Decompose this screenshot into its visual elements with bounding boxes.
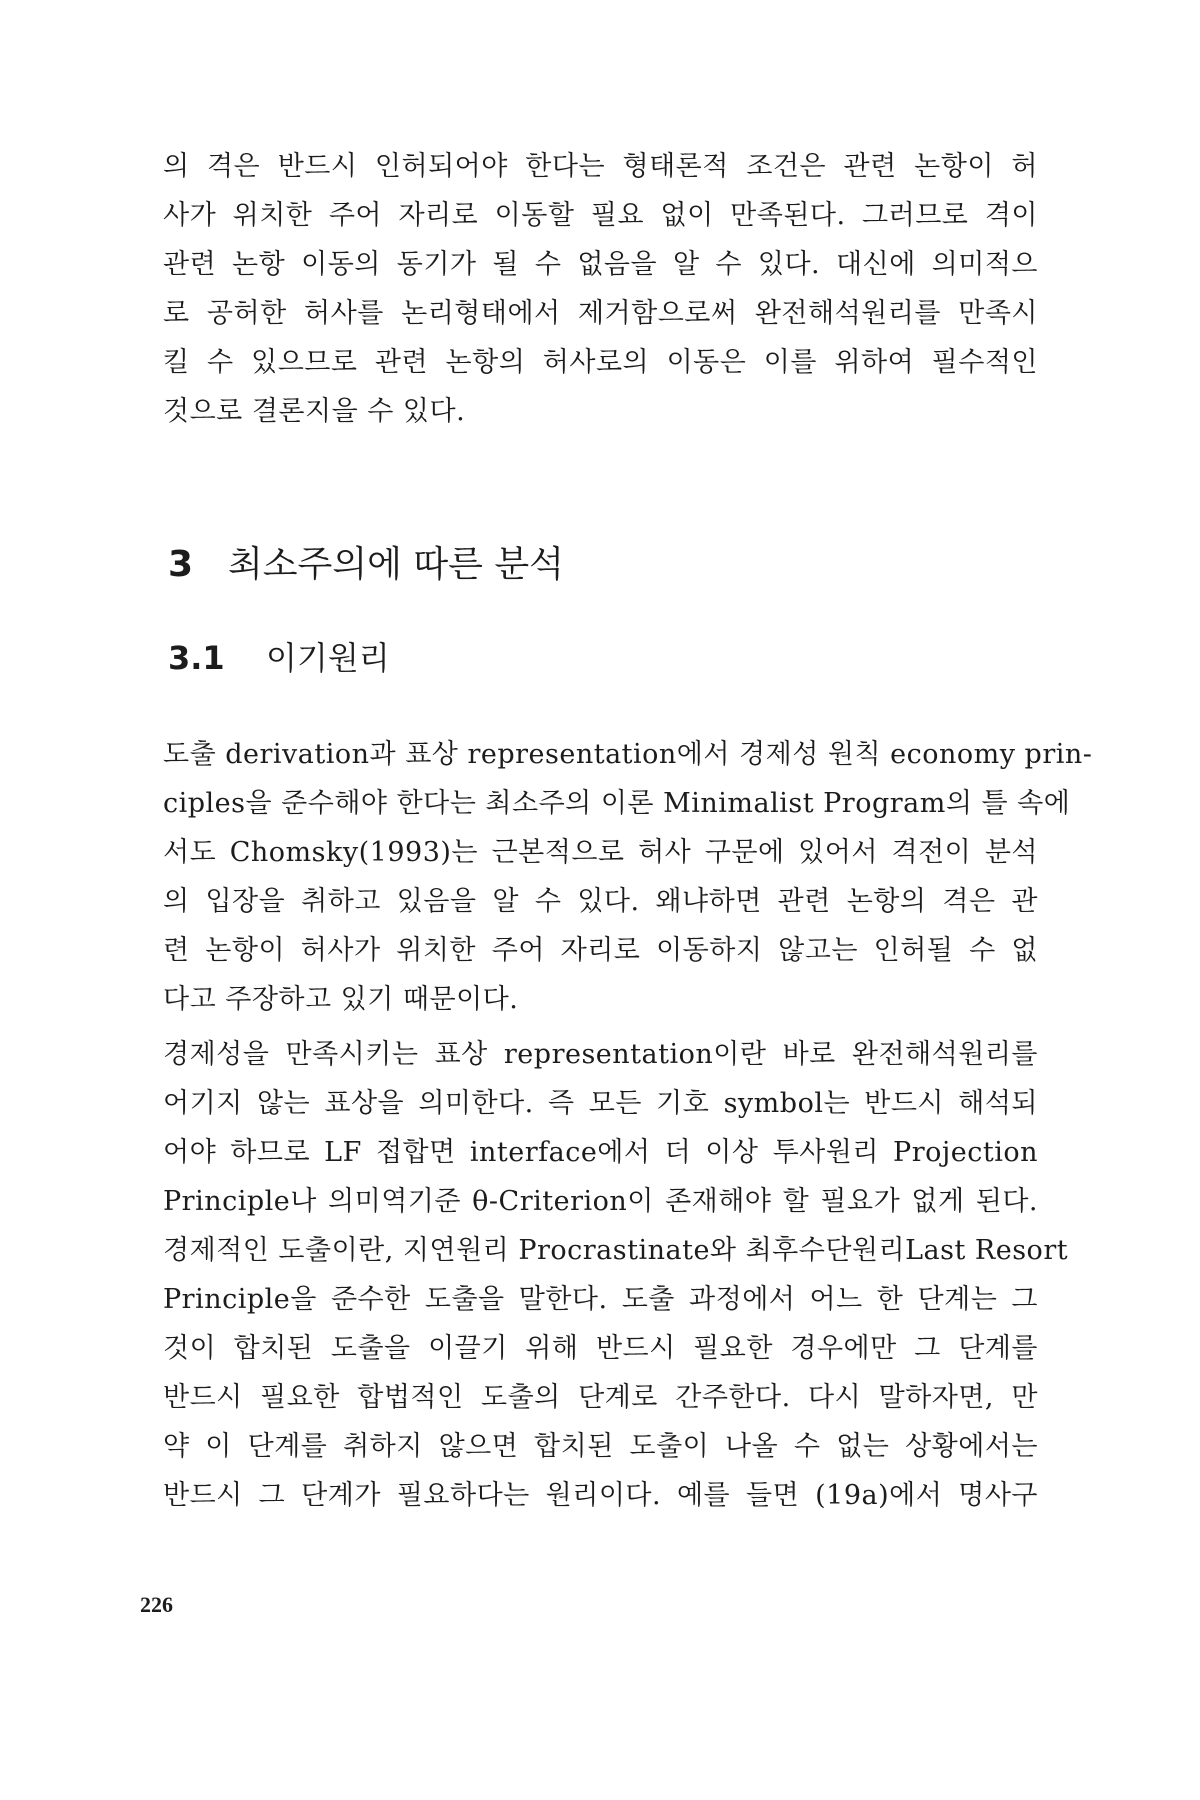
text-line: 의 입장을 취하고 있음을 알 수 있다. 왜냐하면 관련 논항의 격은 관 — [163, 886, 1038, 917]
text-line: 의 격은 반드시 인허되어야 한다는 형태론적 조건은 관련 논항이 허 — [163, 151, 1038, 182]
text-line: ciples을 준수해야 한다는 최소주의 이론 Minimalist Program의 틀 속에 — [163, 788, 1071, 819]
text-line: 경제성을 만족시키는 표상 representation이란 바로 완전해석원리를 — [163, 1039, 1038, 1070]
text-line: 사가 위치한 주어 자리로 이동할 필요 없이 만족된다. 그러므로 격이 — [163, 200, 1038, 231]
paragraph-2 — [163, 1030, 1069, 1520]
text-line: 것이 합치된 도출을 이끌기 위해 반드시 필요한 경우에만 그 단계를 — [163, 1333, 1038, 1364]
text-line: 경제적인 도출이란, 지연원리 Procrastinate와 최후수단원리Last Resort — [163, 1235, 1069, 1266]
subsection-heading — [168, 635, 390, 681]
text-line: 도출 derivation과 표상 representation에서 경제성 원칙 economy prin- — [163, 739, 1093, 770]
section-title: 최소주의에 따른 분석 — [228, 544, 564, 585]
text-line: 약 이 단계를 취하지 않으면 합치된 도출이 나올 수 없는 상황에서는 — [163, 1431, 1038, 1462]
text-line: 다고 주장하고 있기 때문이다. — [163, 984, 519, 1015]
text-line: 반드시 그 단계가 필요하다는 원리이다. 예를 들면 (19a)에서 명사구 — [163, 1480, 1038, 1511]
subsection-title: 이기원리 — [266, 639, 390, 677]
text-line: 어기지 않는 표상을 의미한다. 즉 모든 기호 symbol는 반드시 해석되 — [163, 1088, 1038, 1119]
text-line: 관련 논항 이동의 동기가 될 수 없음을 알 수 있다. 대신에 의미적으 — [163, 249, 1038, 280]
subsection-number: 3.1 — [168, 639, 225, 677]
text-line: 서도 Chomsky(1993)는 근본적으로 허사 구문에 있어서 격전이 분석 — [163, 837, 1038, 868]
paragraph-continued — [163, 142, 1038, 436]
section-heading — [168, 540, 564, 590]
text-line: 반드시 필요한 합법적인 도출의 단계로 간주한다. 다시 말하자면, 만 — [163, 1382, 1038, 1413]
text-line: Principle을 준수한 도출을 말한다. 도출 과정에서 어느 한 단계는 그 — [163, 1284, 1038, 1315]
page-number: 226 — [140, 1592, 173, 1617]
text-line: 련 논항이 허사가 위치한 주어 자리로 이동하지 않고는 인허될 수 없 — [163, 935, 1038, 966]
text-line: Principle나 의미역기준 θ-Criterion이 존재해야 할 필요가 없게 된다. — [163, 1186, 1038, 1217]
text-line: 것으로 결론지을 수 있다. — [163, 396, 466, 427]
text-line: 어야 하므로 LF 접합면 interface에서 더 이상 투사원리 Projection — [163, 1137, 1038, 1168]
text-line: 로 공허한 허사를 논리형태에서 제거함으로써 완전해석원리를 만족시 — [163, 298, 1038, 329]
text-line: 킬 수 있으므로 관련 논항의 허사로의 이동은 이를 위하여 필수적인 — [163, 347, 1038, 378]
paragraph-1 — [163, 730, 1093, 1024]
section-number: 3 — [168, 544, 194, 585]
